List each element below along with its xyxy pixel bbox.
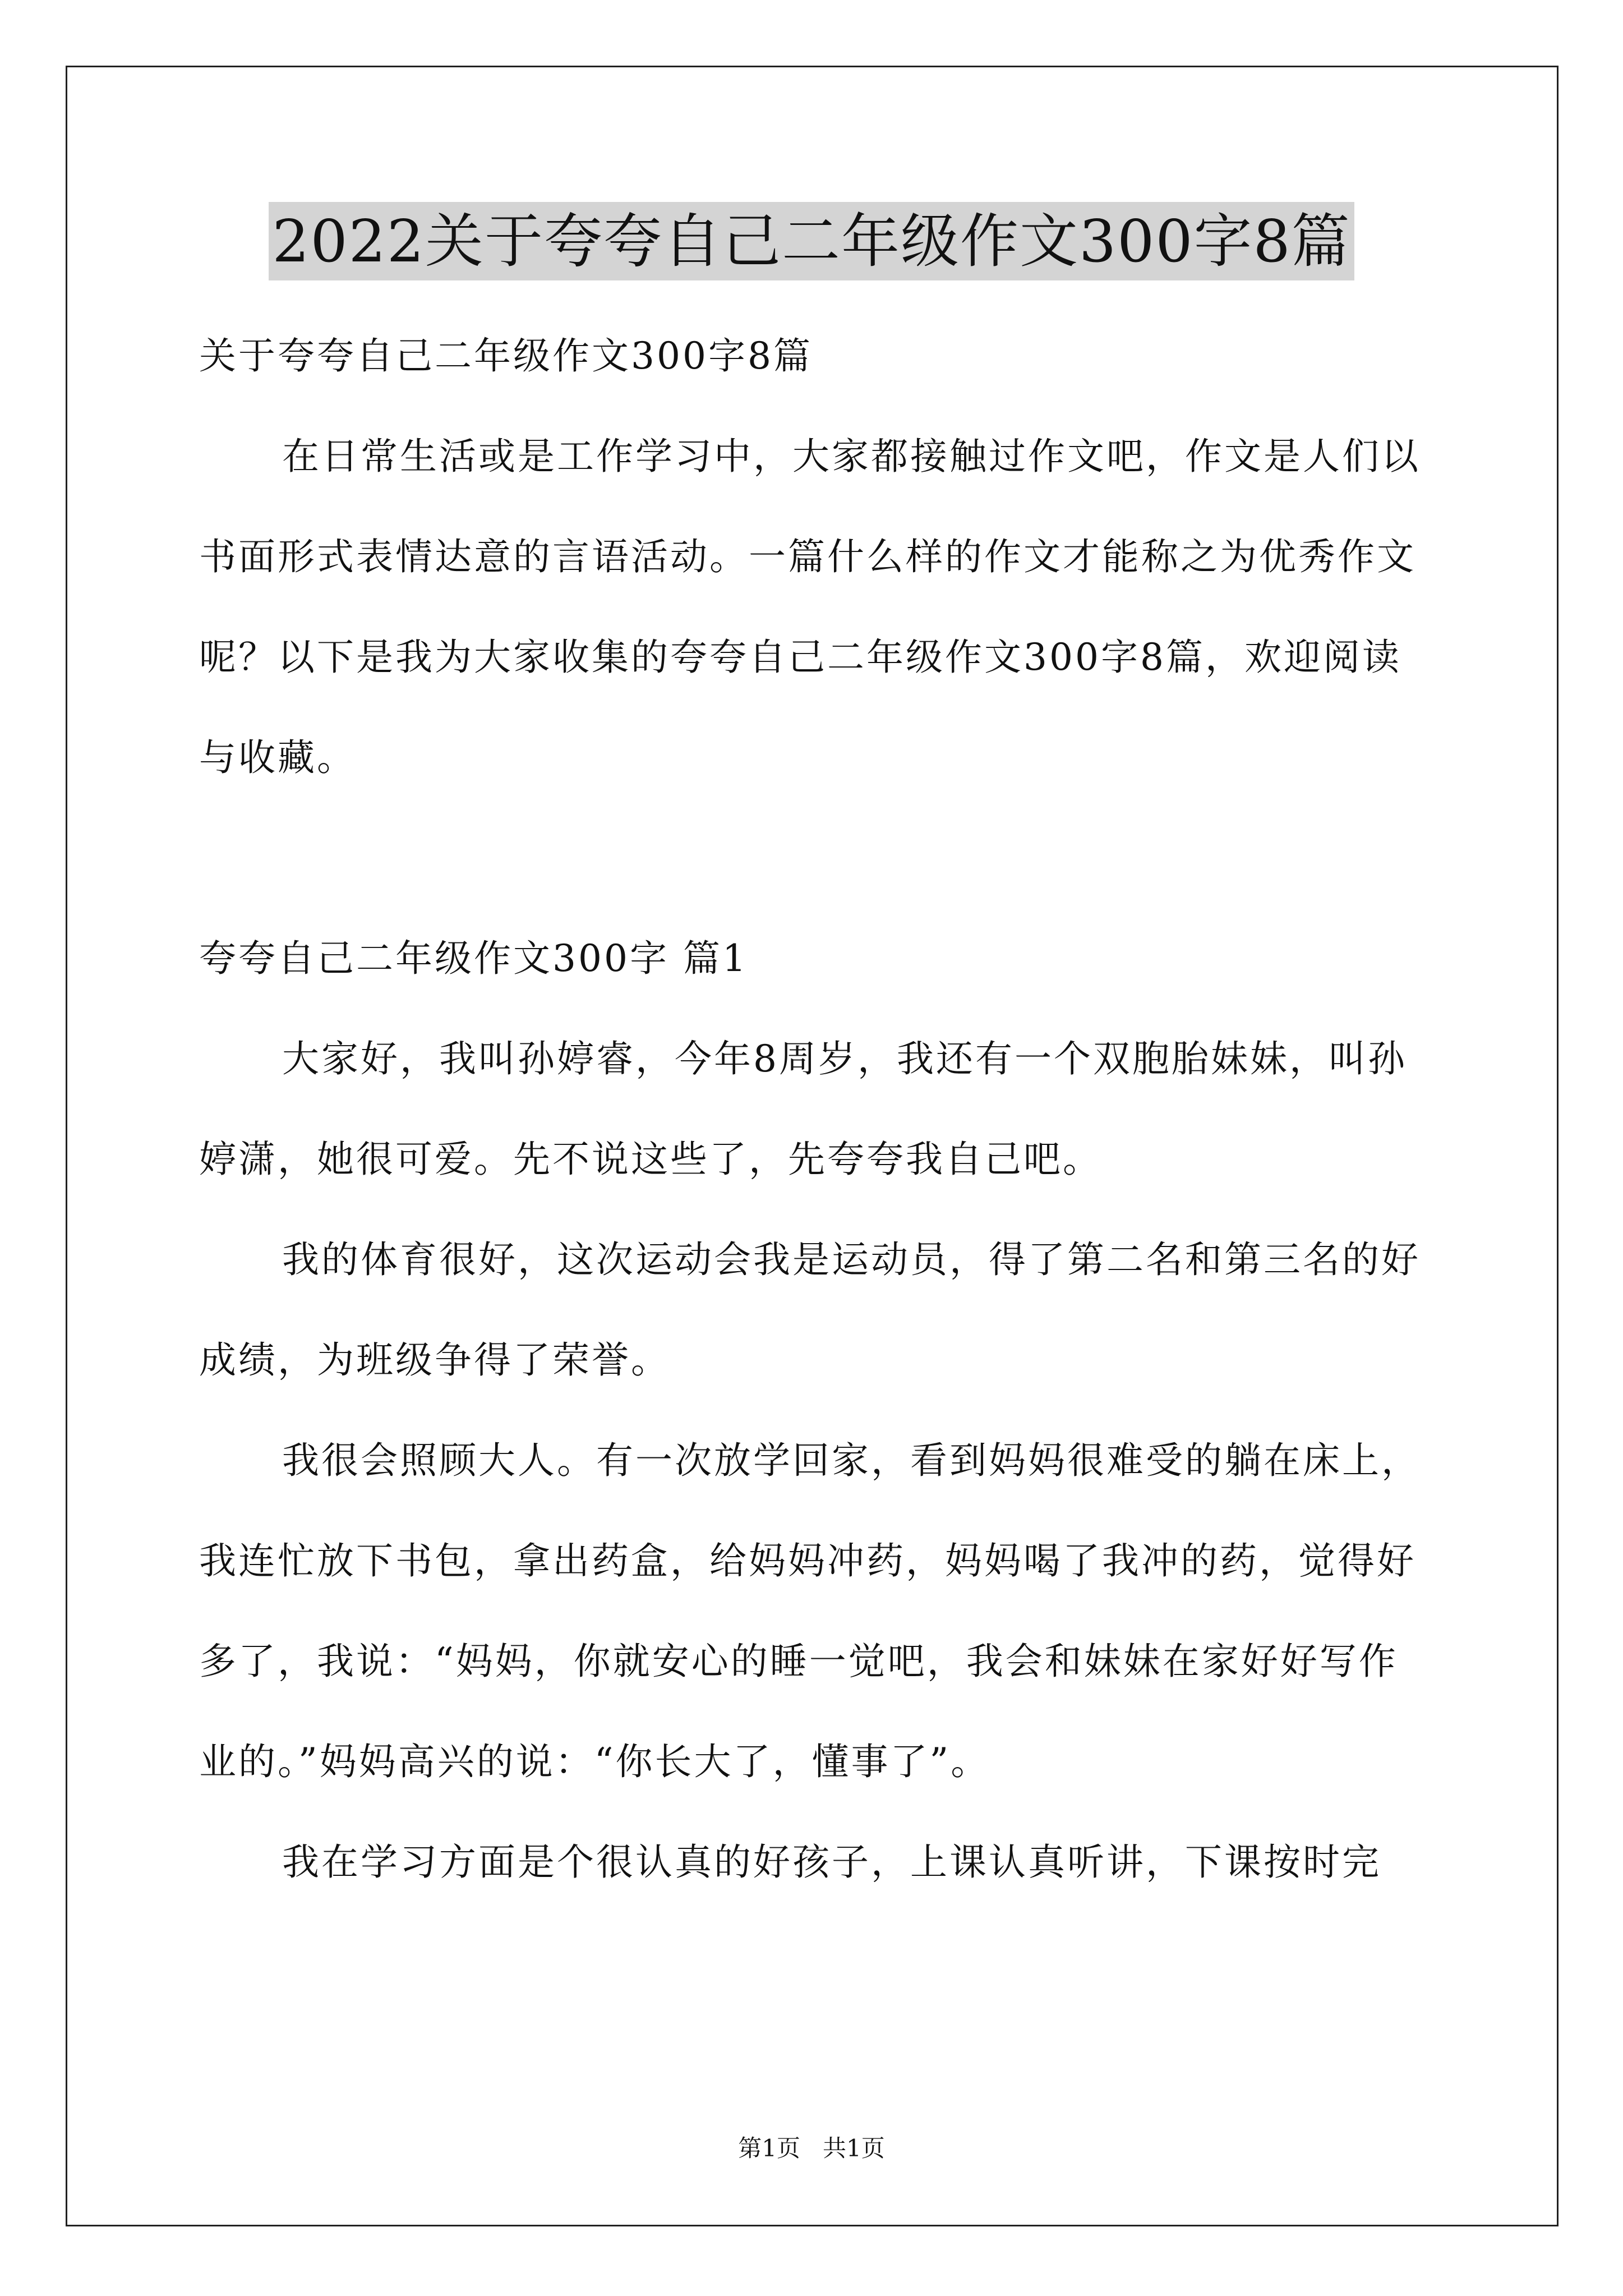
section-spacer <box>199 808 1433 908</box>
body-paragraph: 我的体育很好，这次运动会我是运动员，得了第二名和第三名的好成绩，为班级争得了荣誉。 <box>199 1238 1421 1382</box>
document-title: 2022关于夸夸自己二年级作文300字8篇 <box>269 202 1354 280</box>
intro-paragraph: 在日常生活或是工作学习中，大家都接触过作文吧，作文是人们以书面形式表情达意的言语活动。一篇什么样的作文才能称之为优秀作文呢？以下是我为大家收集的夸夸自己二年级作文300字8篇，欢迎阅读与收藏。 <box>199 435 1421 779</box>
body-paragraph: 我在学习方面是个很认真的好孩子，上课认真听讲，下课按时完 <box>282 1841 1381 1884</box>
document-body <box>199 306 1433 1912</box>
body-paragraph: 大家好，我叫孙婷睿，今年8周岁，我还有一个双胞胎妹妹，叫孙婷潇，她很可爱。先不说这些了，先夸夸我自己吧。 <box>199 1037 1407 1181</box>
page-footer: 第1页 共1页 <box>738 2134 885 2162</box>
body-paragraph: 我很会照顾大人。有一次放学回家，看到妈妈很难受的躺在床上，我连忙放下书包，拿出药盒，给妈妈冲药，妈妈喝了我冲的药，觉得好多了，我说：“妈妈，你就安心的睡一觉吧，我会和妹妹在家好好写作业的。”妈妈高兴的说：“你长大了，懂事了”。 <box>199 1439 1421 1783</box>
document-subtitle: 关于夸夸自己二年级作文300字8篇 <box>199 334 813 378</box>
title-container <box>0 202 1623 280</box>
section-heading: 夸夸自己二年级作文300字 篇1 <box>199 937 748 980</box>
